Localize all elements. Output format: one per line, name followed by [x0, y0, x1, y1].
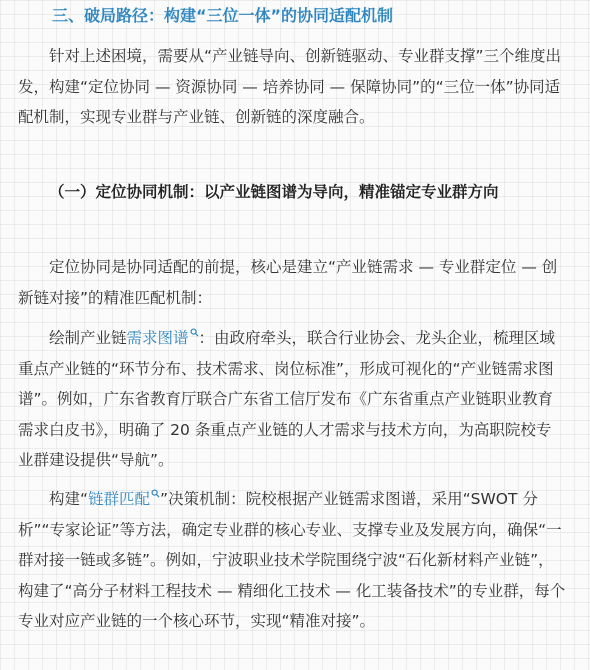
term-link-label: 需求图谱: [126, 329, 189, 347]
search-icon: [190, 328, 199, 337]
search-icon: [151, 489, 160, 498]
paragraph-chain-matching: [18, 484, 566, 637]
term-link-chain-matching[interactable]: [88, 490, 160, 508]
paragraph-demand-map: [18, 323, 566, 476]
text-segment: ”决策机制：院校根据产业链需求图谱，采用“SWOT 分析”“专家论证”等方法，确定专业群的核心专业、支撑专业及发展方向，确保“一群对接一链或多链”。例如，宁波职业技术学院围绕宁波“石化新材料产业链”，构建了“高分子材料工程技术 — 精细化工技术 — 化工装备技术”的专业群，每个专业对应产业链的一个核心环节，实现“精准对接”。: [18, 490, 566, 630]
paragraph-intro: 针对上述困境，需要从“产业链导向、创新链驱动、专业群支撑”三个维度出发，构建“定位协同 — 资源协同 — 培养协同 — 保障协同”的“三位一体”协同适配机制，实现专业群与产业链、创新链的深度融合。: [18, 47, 562, 126]
subheading-positioning: （一）定位协同机制：以产业链图谱为导向，精准锚定专业群方向: [49, 183, 499, 201]
text-segment: 构建“: [49, 490, 89, 508]
text-segment: ：由政府牵头，联合行业协会、龙头企业，梳理区域重点产业链的“环节分布、技术需求、岗位标准”，形成可视化的“产业链需求图谱”。例如，广东省教育厅联合广东省工信厅发布《广东省重点产业链职业教育需求白皮书》，明确了 20 条重点产业链的人才需求与技术方向，为高职院校专业群建设提供“导航”。: [18, 329, 556, 469]
paragraph-positioning-core: 定位协同是协同适配的前提，核心是建立“产业链需求 — 专业群定位 — 创新链对接”的精准匹配机制：: [18, 258, 558, 307]
term-link-demand-map[interactable]: [127, 329, 199, 347]
term-link-label: 链群匹配: [88, 490, 151, 508]
section-heading: 三、破局路径：构建“三位一体”的协同适配机制: [52, 6, 394, 25]
text-segment: 绘制产业链: [49, 329, 127, 347]
